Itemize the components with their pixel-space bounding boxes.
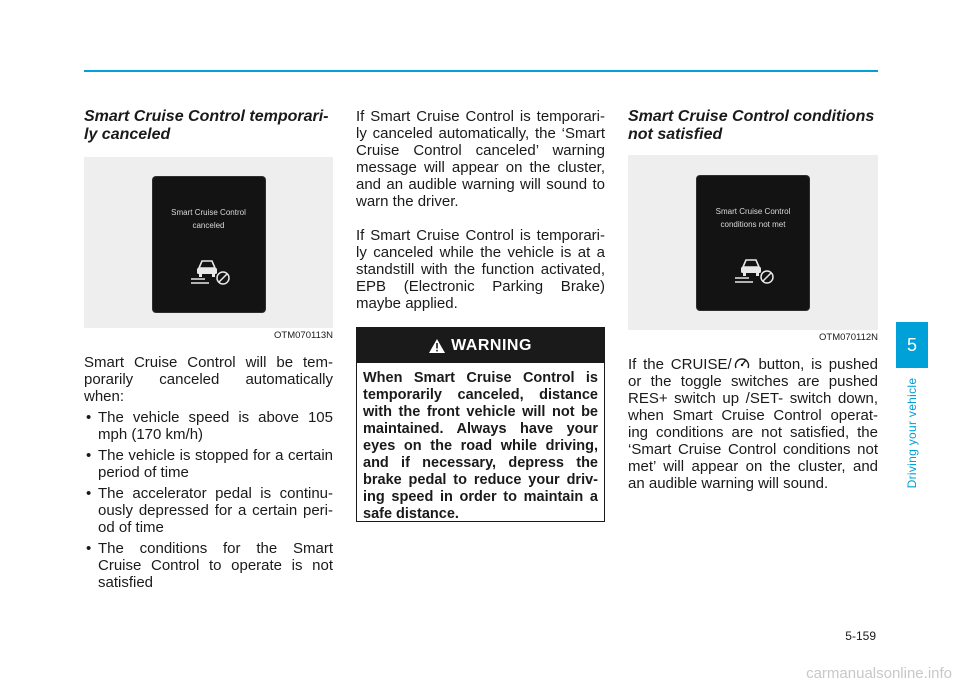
list-item: • The accelerator pedal is continu-ously depressed for a certain peri-od of time — [84, 485, 333, 536]
figure-code: OTM070113N — [274, 330, 333, 341]
cluster-display — [153, 177, 265, 312]
section-heading-conditions-not-satisfied: Smart Cruise Control conditions not satisfied — [628, 108, 875, 143]
figure-conditions-not-met — [628, 155, 878, 330]
paragraph-cruise-button: If the CRUISE/ button, is pushed or the toggle switches are pushed RES+ switch up /SET- switch down, when Smart Cruise Control operat-ing conditions are not satisfied, the ‘Smart Cruise Control conditions not met’ will appear on the cluster, and an audible warning will sound. — [628, 356, 878, 492]
cluster-message: Smart Cruise Control conditions not met — [715, 207, 791, 229]
page-number: 5-159 — [845, 629, 876, 643]
cluster-message: Smart Cruise Control canceled — [171, 208, 246, 230]
paragraph-epb: If Smart Cruise Control is temporari-ly canceled while the vehicle is at a standstill with the function activated, EPB (Electronic Parking Brake) maybe applied. — [356, 227, 605, 312]
warning-text: When Smart Cruise Control is temporarily canceled, distance with the front vehicle will not be maintained. Always have your eyes on the road while driving, and if necessary, depress the brake pedal to reduce your driv-ing speed in order to maintain a safe distance. — [363, 370, 598, 522]
list-item: • The conditions for the Smart Cruise Control to operate is not satisfied — [84, 540, 333, 591]
column-left — [84, 108, 333, 591]
scc-off-icon — [191, 256, 233, 286]
warning-title: WARNING — [451, 337, 532, 354]
figure-canceled — [84, 157, 333, 328]
chapter-title: Driving your vehicle — [905, 377, 919, 489]
warning-triangle-icon — [429, 339, 445, 353]
cluster-display — [697, 176, 809, 310]
warning-header — [357, 328, 604, 363]
column-middle — [356, 108, 605, 522]
watermark: carmanualsonline.info — [806, 665, 952, 682]
list-item: • The vehicle is stopped for a certain period of time — [84, 447, 333, 481]
intro-paragraph: Smart Cruise Control will be tem-porarily canceled automatically when: — [84, 354, 333, 405]
speedometer-icon — [734, 356, 750, 370]
paragraph-warning-message: If Smart Cruise Control is temporari-ly canceled automatically, the ‘Smart Cruise Control canceled’ warning message will appear on the cluster, and an audible warning will sound to warn the driver. — [356, 108, 605, 210]
section-heading-temporarily-canceled: Smart Cruise Control temporari-ly canceled — [84, 108, 329, 143]
top-rule — [84, 70, 878, 72]
warning-box — [356, 327, 605, 522]
chapter-tab: 5 — [896, 322, 928, 368]
scc-off-icon — [735, 255, 777, 285]
figure-code: OTM070112N — [819, 332, 878, 343]
cancel-conditions-list — [84, 409, 333, 591]
list-item: • The vehicle speed is above 105 mph (170 km/h) — [84, 409, 333, 443]
column-right — [628, 108, 878, 492]
